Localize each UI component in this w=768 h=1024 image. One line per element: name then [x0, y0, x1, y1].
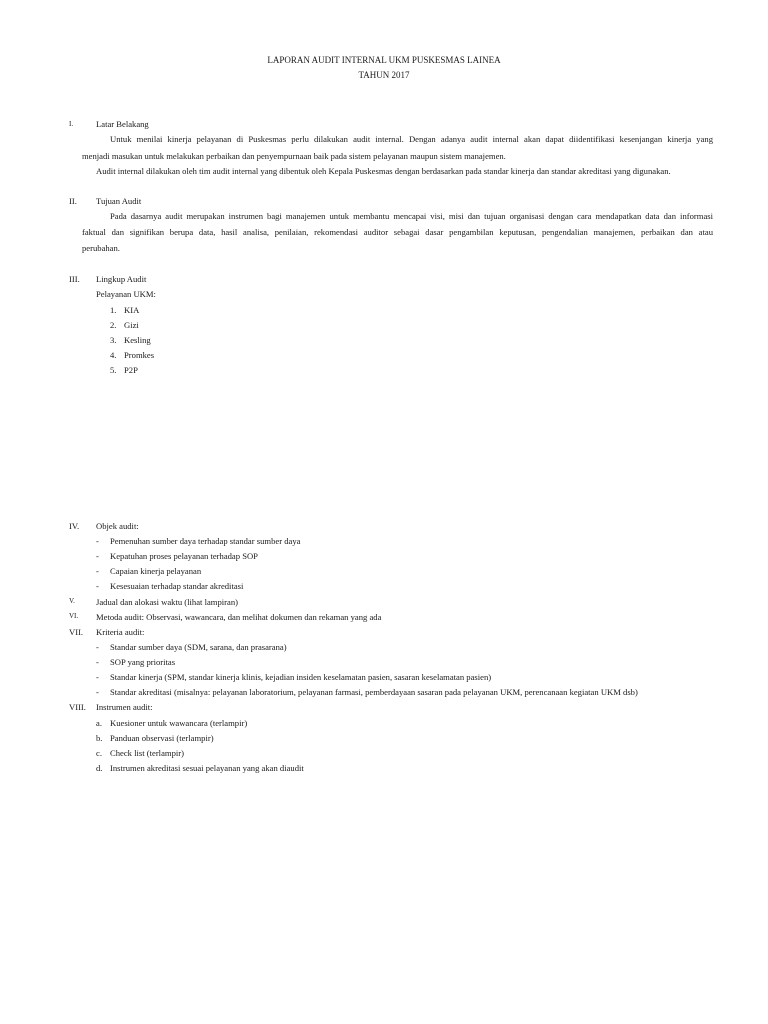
list-item: Pemenuhan sumber daya terhadap standar sumber daya — [110, 536, 301, 546]
list-item: KIA — [124, 305, 140, 315]
paragraph: Audit internal dilakukan oleh tim audit internal yang dibentuk oleh Kepala Puskesmas dengan berdasarkan pada standar kinerja dan standar akreditasi yang digunakan. — [96, 166, 671, 176]
list-number: 2. — [110, 320, 117, 330]
bullet: - — [96, 687, 99, 697]
bullet: - — [96, 657, 99, 667]
bullet: - — [96, 536, 99, 546]
paragraph-line: perubahan. — [82, 243, 120, 253]
list-item: SOP yang prioritas — [110, 657, 176, 667]
section-number: III. — [69, 274, 80, 284]
list-item: Kesling — [124, 335, 151, 345]
section-heading-kriteria-audit: Kriteria audit: — [96, 627, 145, 637]
section-number: VIII. — [69, 702, 86, 712]
section-heading-lingkup-audit: Lingkup Audit — [96, 274, 147, 284]
list-number: 4. — [110, 350, 117, 360]
list-item: Standar kinerja (SPM, standar kinerja klinis, kejadian insiden keselamatan pasien, sasaran keselamatan pasien) — [110, 672, 492, 682]
paragraph-line: faktual dan signifikan berupa data, hasil analisa, penilaian, rekomendasi auditor sebagai dasar pengambilan keputusan, pengendalian manajemen, perbaikan dan atau — [82, 227, 713, 237]
section-text-metoda: Metoda audit: Observasi, wawancara, dan melihat dokumen dan rekaman yang ada — [96, 612, 382, 622]
section-number: IV. — [69, 521, 80, 531]
bullet: - — [96, 642, 99, 652]
list-item: Check list (terlampir) — [110, 748, 184, 758]
paragraph-line: menjadi masukan untuk melakukan perbaikan dan penyempurnaan baik pada sistem pelayanan maupun sistem manajemen. — [82, 151, 506, 161]
paragraph-line: Untuk menilai kinerja pelayanan di Puskesmas perlu dilakukan audit internal. Dengan adanya audit internal akan dapat diidentifikasi kesenjangan kinerja yang — [110, 134, 713, 144]
section-heading-instrumen-audit: Instrumen audit: — [96, 702, 153, 712]
list-number: 3. — [110, 335, 117, 345]
list-letter: b. — [96, 733, 103, 743]
document-title: LAPORAN AUDIT INTERNAL UKM PUSKESMAS LAINEA — [267, 55, 501, 65]
list-item: Gizi — [124, 320, 139, 330]
section-text-jadual: Jadual dan alokasi waktu (lihat lampiran) — [96, 597, 238, 607]
section-number: VII. — [69, 627, 84, 637]
section-heading-latar-belakang: Latar Belakang — [96, 119, 149, 129]
list-letter: d. — [96, 763, 103, 773]
list-number: 1. — [110, 305, 117, 315]
list-item: Capaian kinerja pelayanan — [110, 566, 202, 576]
list-item: Promkes — [124, 350, 155, 360]
section-number: V. — [69, 597, 75, 605]
list-item: Instrumen akreditasi sesuai pelayanan yang akan diaudit — [110, 763, 304, 773]
bullet: - — [96, 566, 99, 576]
document-year: TAHUN 2017 — [358, 70, 410, 80]
list-number: 5. — [110, 365, 117, 375]
list-item: Standar akreditasi (misalnya: pelayanan laboratorium, pelayanan farmasi, pemberdayaan sasaran pada pelayanan UKM, perencanaan kegiatan UKM dsb) — [110, 687, 638, 697]
list-item: Standar sumber daya (SDM, sarana, dan prasarana) — [110, 642, 287, 652]
section-number: VI. — [69, 612, 79, 620]
list-item: Kuesioner untuk wawancara (terlampir) — [110, 718, 248, 728]
list-letter: a. — [96, 718, 102, 728]
section-number: II. — [69, 196, 77, 206]
list-item: Kepatuhan proses pelayanan terhadap SOP — [110, 551, 258, 561]
section-heading-objek-audit: Objek audit: — [96, 521, 139, 531]
section-heading-tujuan-audit: Tujuan Audit — [96, 196, 142, 206]
bullet: - — [96, 551, 99, 561]
list-item: Kesesuaian terhadap standar akreditasi — [110, 581, 244, 591]
subheading-pelayanan-ukm: Pelayanan UKM: — [96, 289, 156, 299]
list-item: Panduan observasi (terlampir) — [110, 733, 214, 743]
paragraph-line: Pada dasarnya audit merupakan instrumen bagi manajemen untuk membantu mencapai visi, misi dan tujuan organisasi dengan cara mendapatkan data dan informasi — [110, 211, 713, 221]
list-item: P2P — [124, 365, 138, 375]
bullet: - — [96, 581, 99, 591]
list-letter: c. — [96, 748, 102, 758]
section-number: I. — [69, 120, 74, 128]
bullet: - — [96, 672, 99, 682]
